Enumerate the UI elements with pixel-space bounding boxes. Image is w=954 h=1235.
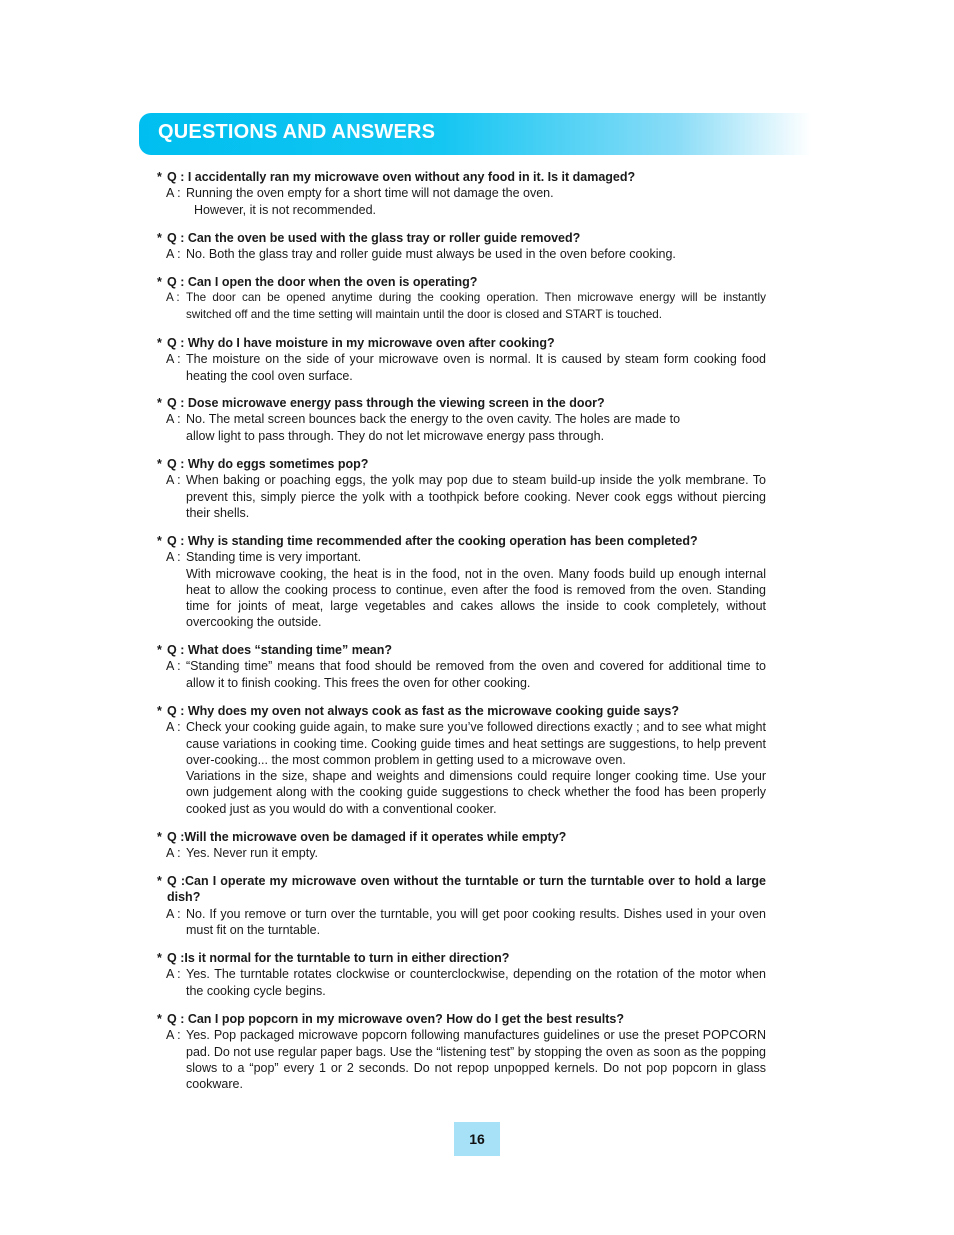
question-text: Q : Can I open the door when the oven is operating?: [167, 275, 478, 289]
question: [157, 703, 766, 719]
answer-text: However, it is not recommended.: [194, 202, 377, 217]
answer-prefix: A :: [166, 967, 181, 982]
answer-text: The moisture on the side of your microwave oven is normal. It is caused by steam form cooking food heating the cool oven surface.: [186, 352, 766, 383]
bullet-star: *: [157, 830, 162, 844]
answer: [166, 906, 766, 939]
bullet-star: *: [157, 643, 162, 657]
answer-text: No. Both the glass tray and roller guide must always be used in the oven before cooking.: [186, 247, 676, 262]
answer-prefix: A :: [166, 720, 181, 735]
qa-item: [157, 950, 766, 999]
answer-text: Variations in the size, shape and weights and dimensions could require longer cooking time. Use your own judgement along with the cooking guide suggestions to check whether the food has been properly cooked just as you would do with a conventional cooker.: [186, 769, 766, 816]
bullet-star: *: [157, 336, 162, 350]
answer-prefix: A :: [166, 412, 181, 427]
answer: [166, 845, 766, 861]
page-number: 16: [454, 1122, 500, 1156]
question: [157, 335, 766, 351]
qa-item: [157, 642, 766, 691]
question: [157, 456, 766, 472]
bullet-star: *: [157, 457, 162, 471]
answer: [166, 1027, 766, 1092]
question: [157, 950, 766, 966]
question-text: Q :Can I operate my microwave oven without the turntable or turn the turntable over to hold a large dish?: [167, 874, 766, 905]
page-title: QUESTIONS AND ANSWERS: [158, 121, 436, 143]
qa-item: [157, 873, 766, 938]
answer-text: When baking or poaching eggs, the yolk may pop due to steam build-up inside the yolk membrane. To prevent this, simply pierce the yolk with a toothpick before cooking. Never cook eggs without piercing their shells.: [186, 473, 766, 520]
bullet-star: *: [157, 396, 162, 410]
answer-prefix: A :: [166, 550, 181, 565]
question-text: Q : Why do eggs sometimes pop?: [167, 457, 369, 471]
qa-item: [157, 533, 766, 631]
answer: [166, 411, 766, 444]
question: [157, 395, 766, 411]
answer: [166, 290, 766, 323]
question-text: Q : I accidentally ran my microwave oven without any food in it. Is it damaged?: [167, 170, 636, 184]
question-text: Q : Why is standing time recommended after the cooking operation has been completed?: [167, 534, 698, 548]
answer-prefix: A :: [166, 247, 181, 262]
question-text: Q : What does “standing time” mean?: [167, 643, 393, 657]
question-text: Q : Why does my oven not always cook as fast as the microwave cooking guide says?: [167, 704, 679, 718]
bullet-star: *: [157, 704, 162, 718]
answer: [166, 719, 766, 817]
answer-prefix: A :: [166, 291, 180, 305]
qa-item: [157, 169, 766, 218]
question: [157, 873, 766, 906]
answer-prefix: A :: [166, 186, 181, 201]
question-text: Q :Is it normal for the turntable to turn in either direction?: [167, 951, 510, 965]
question: [157, 1011, 766, 1027]
question: [157, 533, 766, 549]
bullet-star: *: [157, 951, 162, 965]
bullet-star: *: [157, 170, 162, 184]
bullet-star: *: [157, 534, 162, 548]
section-header-banner: [139, 113, 811, 155]
answer-prefix: A :: [166, 659, 181, 674]
question-text: Q : Dose microwave energy pass through the viewing screen in the door?: [167, 396, 605, 410]
question: [157, 829, 766, 845]
answer: [166, 246, 766, 262]
answer-text: Yes. Never run it empty.: [186, 846, 319, 861]
question-text: Q : Can I pop popcorn in my microwave oven? How do I get the best results?: [167, 1012, 625, 1026]
bullet-star: *: [157, 874, 162, 888]
answer-text: No. The metal screen bounces back the energy to the oven cavity. The holes are made to allow light to pass through. They do not let microwave energy pass through.: [186, 412, 681, 443]
answer-prefix: A :: [166, 473, 181, 488]
qa-item: [157, 395, 766, 444]
question-text: Q : Why do I have moisture in my microwave oven after cooking?: [167, 336, 555, 350]
answer-text: No. If you remove or turn over the turntable, you will get poor cooking results. Dishes used in your oven must fit on the turntable.: [186, 906, 766, 937]
answer-prefix: A :: [166, 846, 181, 861]
question-text: Q : Can the oven be used with the glass tray or roller guide removed?: [167, 231, 581, 245]
answer-text: The door can be opened anytime during the cooking operation. Then microwave energy will be instantly switched off and the time setting will maintain until the door is closed and START is touched.: [186, 291, 766, 321]
qa-item: [157, 230, 766, 263]
answer-text: With microwave cooking, the heat is in the food, not in the oven. Many foods build up enough internal heat to allow the cooking process to continue, even after the food is removed from the oven. Standing time for joints of meat, large vegetables and cakes allows the inside to cook completely, without overcooking the outside.: [186, 566, 766, 630]
question: [157, 230, 766, 246]
question-text: Q :Will the microwave oven be damaged if it operates while empty?: [167, 830, 567, 844]
answer-text: Yes. The turntable rotates clockwise or counterclockwise, depending on the rotation of the motor when the cooking cycle begins.: [186, 967, 766, 998]
bullet-star: *: [157, 231, 162, 245]
qa-item: [157, 703, 766, 817]
answer-text: Check your cooking guide again, to make sure you’ve followed directions exactly ; and to see what might cause variations in cooking time. Cooking guide times and heat settings are suggestions, to help prevent over-cooking... the most common problem in getting used to a microwave oven.: [186, 720, 766, 767]
bullet-star: *: [157, 275, 162, 289]
answer: [166, 351, 766, 384]
answer-text: Standing time is very important.: [186, 550, 362, 565]
answer-text: Running the oven empty for a short time will not damage the oven.: [186, 186, 554, 201]
answer-text: “Standing time” means that food should be removed from the oven and covered for additional time to allow it to finish cooking. This frees the oven for other cooking.: [186, 659, 766, 690]
question: [157, 169, 766, 185]
bullet-star: *: [157, 1012, 162, 1026]
qa-item: [157, 335, 766, 384]
answer-prefix: A :: [166, 352, 181, 367]
question: [157, 642, 766, 658]
answer: [166, 472, 766, 521]
answer: [166, 549, 766, 630]
qa-item: [157, 274, 766, 323]
answer: [166, 966, 766, 999]
answer-prefix: A :: [166, 1028, 181, 1043]
answer: [166, 185, 766, 218]
qa-item: [157, 456, 766, 521]
answer-text: Yes. Pop packaged microwave popcorn following manufactures guidelines or use the preset POPCORN pad. Do not use regular paper bags. Use the “listening test” by stopping the oven as soon as the popping slows to a “pop” every 1 or 2 seconds. Do not repop unpopped kernels. Do not pop popcorn in glass cookware.: [186, 1028, 766, 1092]
answer-prefix: A :: [166, 906, 181, 921]
qa-item: [157, 1011, 766, 1092]
qa-item: [157, 829, 766, 862]
answer: [166, 658, 766, 691]
question: [157, 274, 766, 290]
